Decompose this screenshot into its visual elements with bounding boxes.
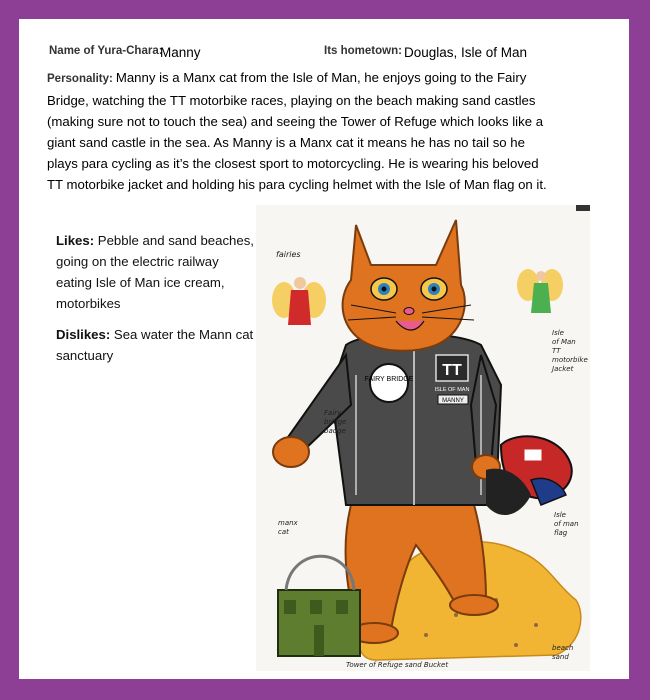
likes-label: Likes: [56,233,95,248]
character-sheet [19,19,629,679]
personality-label: Personality: [47,73,113,85]
tt-logo: TT [442,362,462,379]
isle-of-man-flag [524,449,542,461]
personality-block [47,67,547,195]
likes-paragraph [56,230,256,314]
dislikes-label: Dislikes: [56,327,111,342]
annotation-cat: manx cat [278,519,298,536]
hometown-label: Its hometown: [324,45,402,57]
likes-dislikes [56,230,256,376]
badge-text: FAIRY BRIDGE [364,376,414,383]
hometown-value: Douglas, Isle of Man [404,45,528,60]
annotation-badge: Fairy bridge badge [324,409,347,435]
name-value: Manny [160,45,201,60]
annotation-fairies: fairies [276,250,301,259]
fairy-bridge-badge [370,364,408,402]
cat-left-paw [273,437,309,467]
dislikes-paragraph [56,324,256,366]
personality-text: Manny is a Manx cat from the Isle of Man, he enjoys going to the Fairy Bridge, watching the TT motorbike races, playing on the beach making sand castles (making sure not to touch the sea) and seeing the Tower of Refuge which looks like a giant sand castle in the sea. As Manny is a Manx cat it means he has no tail so he plays para cycling as it’s the closest sport to motorcycling. He is wearing his beloved TT motorbike jacket and holding his para cycling helmet with the Isle of Man flag on it. [47,70,547,192]
cat-nose [404,308,414,315]
annotation-bucket: Tower of Refuge sand Bucket [346,661,449,669]
annotation-jacket: Isle of Man TT motorbike Jacket [552,329,588,373]
annotation-flag: Isle of man flag [554,511,579,537]
dislikes-text: Sea water the Mann cat sanctuary [56,327,254,363]
manny-cat-drawing [256,205,590,671]
likes-text: Pebble and sand beaches, going on the electric railway eating Isle of Man ice cream, motorbikes [56,233,254,311]
annotation-sand: beach sand [552,644,574,661]
jacket-patch: ISLE OF MAN [434,387,470,393]
jacket-name: MANNY [442,398,464,404]
name-label: Name of Yura-Chara: [49,45,163,57]
